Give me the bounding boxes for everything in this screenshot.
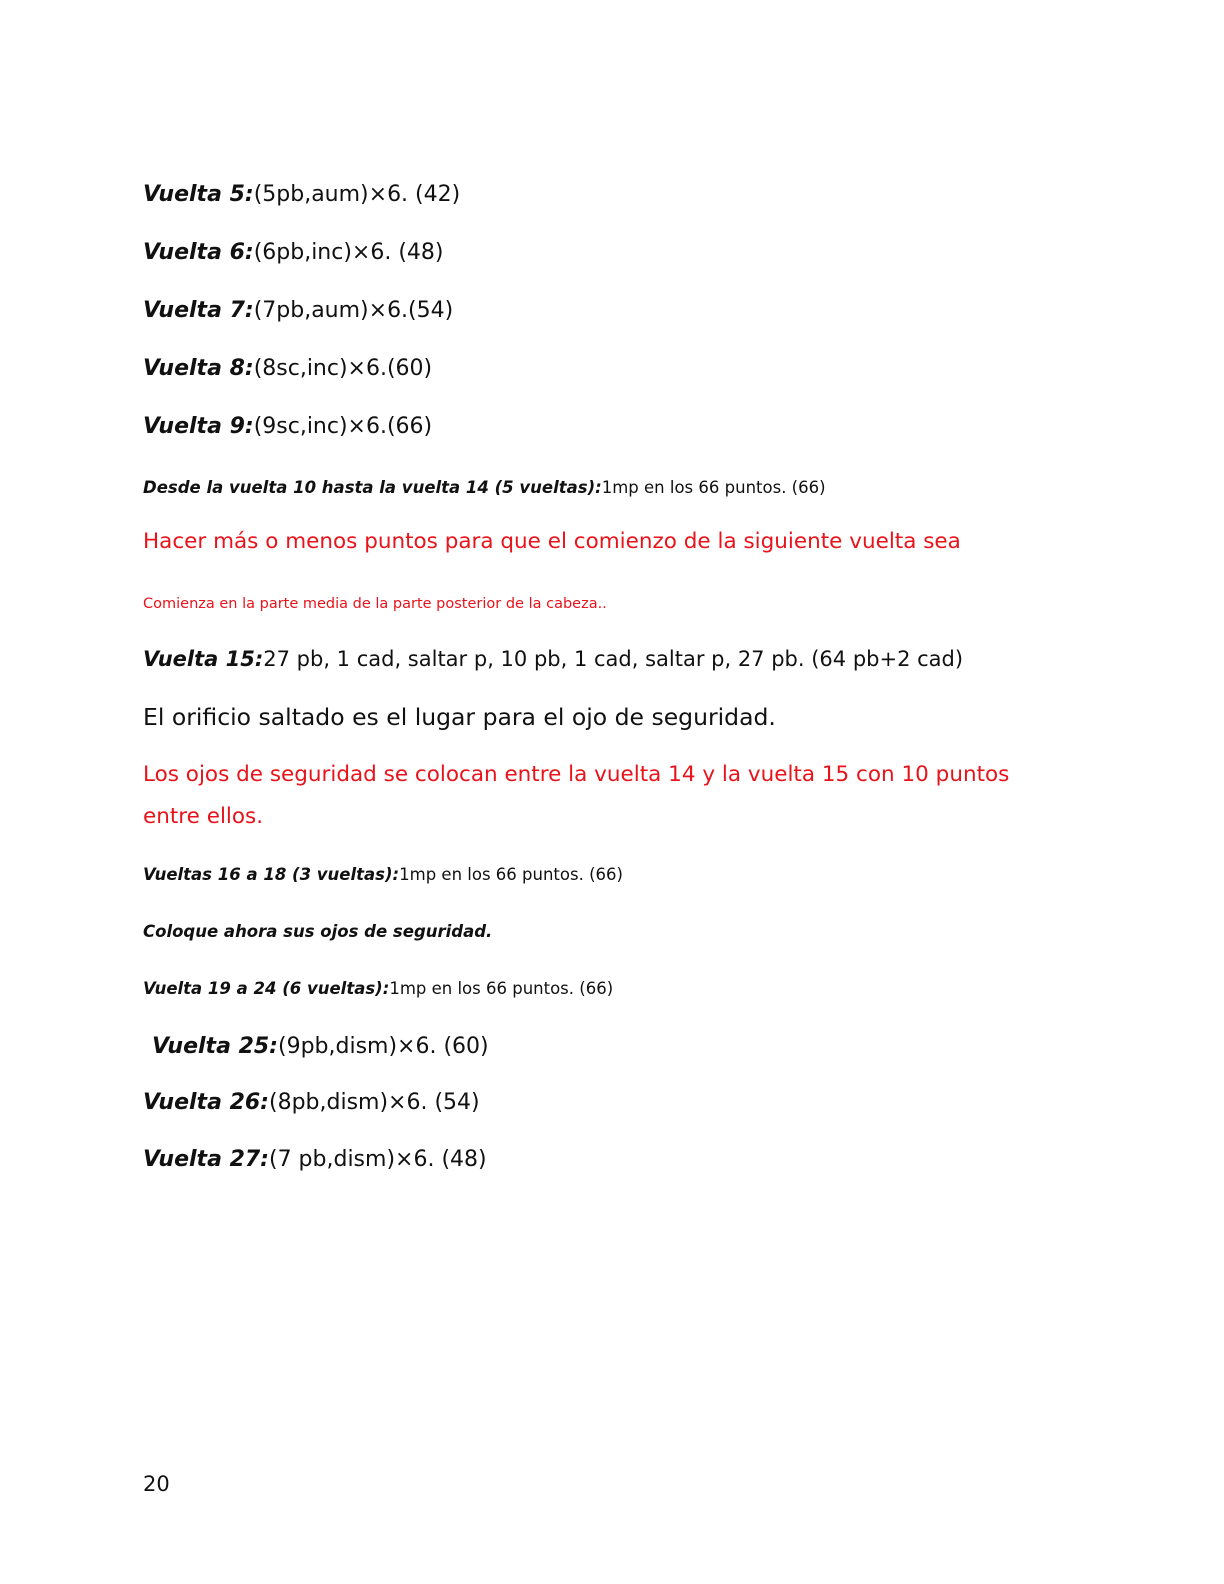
- round-label: Vuelta 8:: [143, 356, 254, 381]
- round-26: [143, 1090, 480, 1115]
- round-27: [143, 1147, 487, 1172]
- round-label: Vuelta 27:: [143, 1147, 269, 1172]
- round-text: (8sc,inc)×6.(60): [253, 356, 433, 381]
- round-label: Vuelta 25:: [152, 1034, 278, 1059]
- round-label: Vuelta 6:: [143, 240, 254, 265]
- red-note-safety-eyes-line-2: entre ellos.: [143, 804, 264, 829]
- round-25: [152, 1034, 489, 1059]
- round-text: (7pb,aum)×6.(54): [253, 298, 454, 323]
- red-note-safety-eyes-line-1: Los ojos de seguridad se colocan entre la vuelta 14 y la vuelta 15 con 10 puntos: [143, 762, 1010, 787]
- round-text: 1mp en los 66 puntos. (66): [399, 865, 623, 884]
- round-5: [143, 182, 460, 207]
- round-text: 1mp en los 66 puntos. (66): [601, 478, 826, 497]
- round-text: (9pb,dism)×6. (60): [277, 1034, 489, 1059]
- red-note-adjust-stitches: Hacer más o menos puntos para que el comienzo de la siguiente vuelta sea: [143, 529, 961, 554]
- round-text: (9sc,inc)×6.(66): [253, 414, 433, 439]
- round-label: Vuelta 5:: [143, 182, 254, 207]
- red-note-start-position: Comienza en la parte media de la parte posterior de la cabeza..: [143, 596, 607, 612]
- round-text: (6pb,inc)×6. (48): [253, 240, 444, 265]
- note-skipped-hole: El orificio saltado es el lugar para el ojo de seguridad.: [143, 703, 776, 731]
- rounds-19-24: [143, 979, 613, 998]
- round-label: Vuelta 9:: [143, 414, 254, 439]
- round-label: Vuelta 7:: [143, 298, 254, 323]
- page-number: 20: [143, 1472, 170, 1496]
- rounds-10-14: [143, 478, 826, 497]
- round-text: (5pb,aum)×6. (42): [253, 182, 461, 207]
- rounds-16-18: [143, 865, 623, 884]
- round-label: Desde la vuelta 10 hasta la vuelta 14 (5 vueltas):: [143, 478, 602, 497]
- round-text: (7 pb,dism)×6. (48): [268, 1147, 487, 1172]
- round-15: [143, 647, 963, 671]
- round-6: [143, 240, 444, 265]
- instruction-label: Coloque ahora sus ojos de seguridad.: [143, 922, 493, 941]
- place-eyes-instruction: [143, 922, 492, 941]
- round-9: [143, 414, 432, 439]
- round-label: Vuelta 15:: [143, 647, 264, 671]
- round-label: Vuelta 19 a 24 (6 vueltas):: [143, 979, 390, 998]
- round-text: (8pb,dism)×6. (54): [268, 1090, 480, 1115]
- round-text: 27 pb, 1 cad, saltar p, 10 pb, 1 cad, saltar p, 27 pb. (64 pb+2 cad): [263, 647, 964, 671]
- round-text: 1mp en los 66 puntos. (66): [389, 979, 614, 998]
- round-8: [143, 356, 432, 381]
- round-7: [143, 298, 453, 323]
- round-label: Vuelta 26:: [143, 1090, 269, 1115]
- round-label: Vueltas 16 a 18 (3 vueltas):: [143, 865, 400, 884]
